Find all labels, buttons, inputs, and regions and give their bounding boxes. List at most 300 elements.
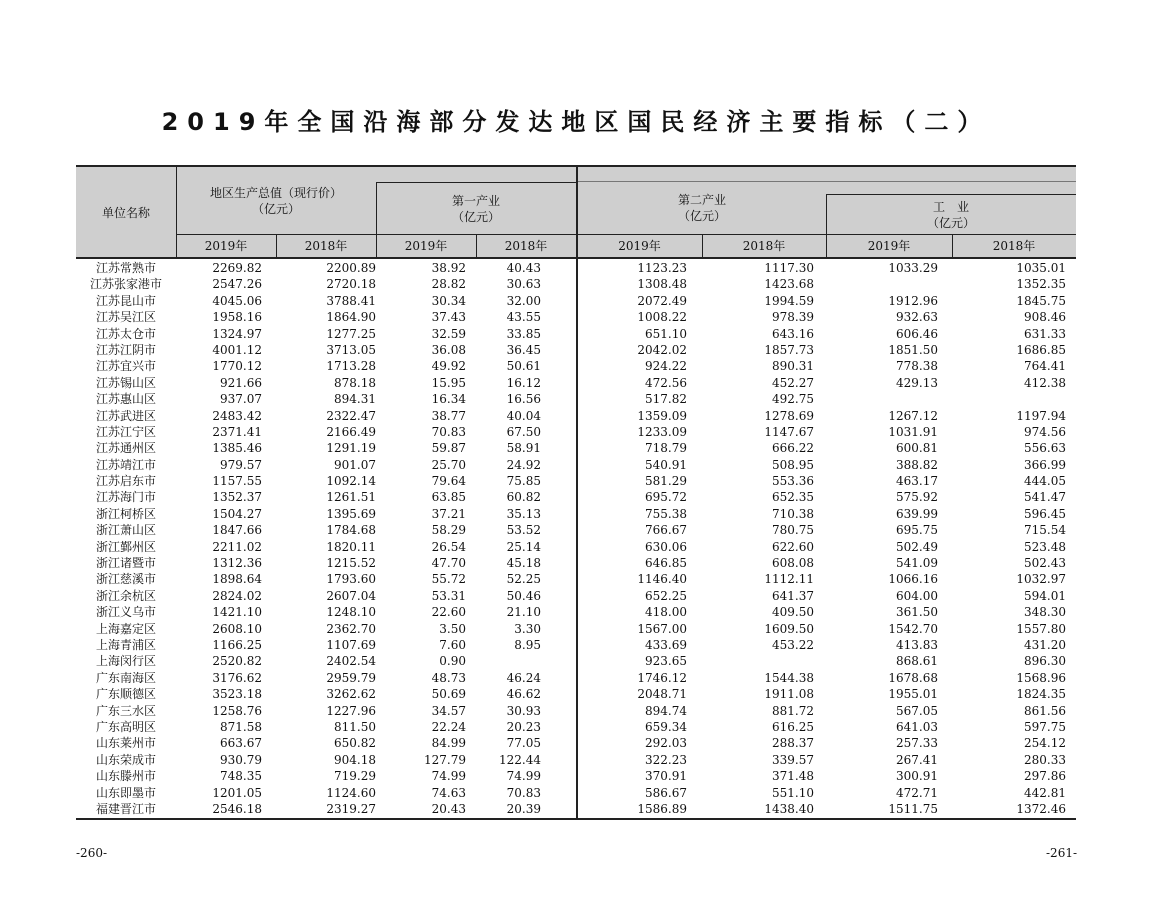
cell-industry-2019: 1912.96 xyxy=(888,293,938,308)
cell-primary-2019: 48.73 xyxy=(431,670,466,685)
cell-gdp-2018: 1784.68 xyxy=(326,523,376,538)
cell-gdp-2019: 2269.82 xyxy=(212,261,262,275)
cell-primary-2018: 77.05 xyxy=(506,736,541,751)
header-primary: 第一产业 xyxy=(451,194,500,208)
cell-gdp-2019: 930.79 xyxy=(220,752,262,767)
cell-primary-2019: 63.85 xyxy=(431,490,466,505)
cell-secondary-2018: 616.25 xyxy=(772,719,814,734)
cell-gdp-2019: 937.07 xyxy=(220,392,262,407)
table-row xyxy=(76,342,1076,358)
cell-secondary-2019: 630.06 xyxy=(645,539,687,554)
cell-secondary-2018: 409.50 xyxy=(772,605,814,620)
header-rule-industry xyxy=(826,194,1076,195)
cell-secondary-2018: 978.39 xyxy=(772,310,814,325)
year-header-gdp-2019: 2019年 xyxy=(204,239,248,253)
cell-gdp-2018: 2720.18 xyxy=(326,277,376,292)
table-body xyxy=(76,260,1076,817)
cell-secondary-2018: 780.75 xyxy=(772,523,814,538)
cell-secondary-2019: 1586.89 xyxy=(637,801,687,816)
cell-secondary-2018: 1609.50 xyxy=(764,621,814,636)
cell-primary-2019: 127.79 xyxy=(424,752,466,767)
cell-gdp-2019: 748.35 xyxy=(220,769,262,784)
header-rule-right xyxy=(577,181,1076,182)
table-row xyxy=(76,735,1076,751)
cell-gdp-2018: 1713.28 xyxy=(326,359,376,374)
cell-industry-2019: 1031.91 xyxy=(888,424,938,439)
cell-gdp-2018: 1291.19 xyxy=(326,441,376,456)
cell-primary-2018: 75.85 xyxy=(506,474,541,489)
cell-secondary-2019: 2072.49 xyxy=(637,293,687,308)
cell-industry-2018: 764.41 xyxy=(1024,359,1066,374)
cell-gdp-2018: 1227.96 xyxy=(326,703,376,718)
cell-gdp-2018: 1820.11 xyxy=(326,539,376,554)
table-row xyxy=(76,719,1076,735)
cell-secondary-2018: 288.37 xyxy=(772,736,814,751)
table-row xyxy=(76,752,1076,768)
cell-primary-2019: 25.70 xyxy=(431,457,466,472)
cell-gdp-2018: 2402.54 xyxy=(326,654,376,669)
cell-unit-name: 江苏通州区 xyxy=(95,441,156,456)
cell-industry-2018: 974.56 xyxy=(1024,424,1066,439)
cell-secondary-2018: 710.38 xyxy=(772,506,814,521)
cell-gdp-2018: 2322.47 xyxy=(326,408,376,423)
cell-secondary-2018: 1423.68 xyxy=(764,277,814,292)
cell-industry-2019: 267.41 xyxy=(896,752,938,767)
cell-primary-2019: 34.57 xyxy=(431,703,466,718)
cell-gdp-2019: 921.66 xyxy=(220,375,262,390)
cell-secondary-2019: 718.79 xyxy=(645,441,687,456)
cell-secondary-2019: 581.29 xyxy=(645,474,687,489)
cell-industry-2018: 541.47 xyxy=(1024,490,1066,505)
year-header-secondary-2018: 2018年 xyxy=(742,239,786,253)
cell-primary-2019: 22.60 xyxy=(431,605,466,620)
table-row xyxy=(76,539,1076,555)
cell-primary-2018: 35.13 xyxy=(506,506,541,521)
cell-primary-2019: 28.82 xyxy=(431,277,466,292)
year-header-gdp-2018: 2018年 xyxy=(304,239,348,253)
cell-secondary-2019: 1146.40 xyxy=(637,572,687,587)
cell-unit-name: 江苏海门市 xyxy=(95,490,156,505)
cell-primary-2018: 67.50 xyxy=(506,424,541,439)
cell-secondary-2018: 641.37 xyxy=(772,588,814,603)
cell-industry-2018: 254.12 xyxy=(1024,736,1066,751)
cell-primary-2018: 52.25 xyxy=(506,572,541,587)
cell-unit-name: 上海嘉定区 xyxy=(95,621,156,636)
cell-primary-2019: 3.50 xyxy=(439,621,466,636)
cell-unit-name: 广东三水区 xyxy=(95,703,156,718)
cell-primary-2019: 74.63 xyxy=(431,785,466,800)
header-secondary: 第二产业 xyxy=(677,193,726,207)
table-row xyxy=(76,653,1076,669)
year-header-secondary-2019: 2019年 xyxy=(618,239,661,253)
cell-unit-name: 江苏武进区 xyxy=(95,408,156,423)
cell-secondary-2019: 1359.09 xyxy=(637,408,687,423)
cell-secondary-2018: 1911.08 xyxy=(764,687,814,702)
cell-secondary-2019: 433.69 xyxy=(645,637,687,652)
cell-primary-2019: 30.34 xyxy=(431,293,466,308)
table-row xyxy=(76,621,1076,637)
year-header-primary-2019: 2019年 xyxy=(404,239,448,253)
cell-primary-2019: 0.90 xyxy=(439,654,466,669)
page-title: 2019年全国沿海部分发达地区国民经济主要指标（二） xyxy=(161,108,991,136)
cell-primary-2018: 58.91 xyxy=(506,441,541,456)
table-row xyxy=(76,358,1076,374)
cell-gdp-2018: 1277.25 xyxy=(326,326,376,341)
cell-primary-2018: 43.55 xyxy=(506,310,541,325)
cell-industry-2018: 556.63 xyxy=(1024,441,1066,456)
header-rule-primary xyxy=(376,182,576,183)
cell-industry-2019: 361.50 xyxy=(896,605,938,620)
cell-gdp-2019: 1421.10 xyxy=(212,605,262,620)
cell-industry-2019: 567.05 xyxy=(896,703,938,718)
cell-gdp-2019: 3176.62 xyxy=(212,670,262,685)
year-header-industry-2019: 2019年 xyxy=(867,239,911,253)
cell-secondary-2018: 508.95 xyxy=(772,457,814,472)
cell-primary-2019: 15.95 xyxy=(431,375,466,390)
cell-industry-2018: 861.56 xyxy=(1024,703,1066,718)
cell-secondary-2019: 1746.12 xyxy=(637,670,687,685)
cell-unit-name: 江苏吴江区 xyxy=(95,310,156,325)
cell-industry-2019: 932.63 xyxy=(896,310,938,325)
cell-primary-2018: 20.39 xyxy=(506,801,541,816)
cell-industry-2018: 366.99 xyxy=(1024,457,1066,472)
cell-industry-2019: 1955.01 xyxy=(888,687,938,702)
cell-primary-2018: 74.99 xyxy=(506,769,541,784)
table-row xyxy=(76,801,1076,817)
cell-industry-2019: 1851.50 xyxy=(888,342,938,357)
cell-secondary-2019: 1567.00 xyxy=(637,621,687,636)
cell-secondary-2018: 643.16 xyxy=(772,326,814,341)
cell-unit-name: 福建晋江市 xyxy=(95,801,156,816)
cell-unit-name: 江苏江宁区 xyxy=(95,424,156,439)
cell-gdp-2018: 3788.41 xyxy=(326,293,376,308)
cell-unit-name: 浙江萧山区 xyxy=(95,523,156,538)
cell-industry-2018: 1824.35 xyxy=(1016,687,1066,702)
table-row xyxy=(76,326,1076,342)
cell-industry-2018: 280.33 xyxy=(1024,752,1066,767)
cell-industry-2018: 1845.75 xyxy=(1016,293,1066,308)
cell-secondary-2019: 322.23 xyxy=(645,752,687,767)
cell-gdp-2019: 979.57 xyxy=(220,457,262,472)
cell-gdp-2018: 2166.49 xyxy=(326,424,376,439)
cell-secondary-2018: 608.08 xyxy=(772,556,814,571)
cell-secondary-2019: 2048.71 xyxy=(637,687,687,702)
cell-gdp-2019: 1352.37 xyxy=(212,490,262,505)
cell-unit-name: 浙江慈溪市 xyxy=(95,572,156,587)
cell-industry-2019: 1678.68 xyxy=(888,670,938,685)
cell-industry-2019: 502.49 xyxy=(896,539,938,554)
cell-gdp-2018: 811.50 xyxy=(334,719,376,734)
cell-industry-2018: 594.01 xyxy=(1024,588,1066,603)
cell-industry-2018: 715.54 xyxy=(1024,523,1066,538)
cell-secondary-2018: 452.27 xyxy=(772,375,814,390)
cell-gdp-2019: 2483.42 xyxy=(212,408,262,423)
page-number-left: -260- xyxy=(76,846,108,860)
cell-industry-2018: 908.46 xyxy=(1024,310,1066,325)
table-row xyxy=(76,555,1076,571)
cell-secondary-2019: 2042.02 xyxy=(637,342,687,357)
cell-secondary-2018: 1147.67 xyxy=(764,424,814,439)
header-secondary-unit: （亿元） xyxy=(677,209,726,223)
cell-gdp-2019: 1201.05 xyxy=(212,785,262,800)
cell-gdp-2019: 1157.55 xyxy=(212,474,262,489)
cell-gdp-2019: 2520.82 xyxy=(212,654,262,669)
cell-industry-2019: 639.99 xyxy=(896,506,938,521)
cell-primary-2018: 60.82 xyxy=(506,490,541,505)
table-row xyxy=(76,604,1076,620)
cell-industry-2018: 1032.97 xyxy=(1016,572,1066,587)
cell-gdp-2019: 1385.46 xyxy=(212,441,262,456)
year-header-industry-2018: 2018年 xyxy=(992,239,1036,253)
cell-unit-name: 江苏太仓市 xyxy=(95,326,156,341)
cell-secondary-2018: 1857.73 xyxy=(764,342,814,357)
cell-industry-2018: 297.86 xyxy=(1024,769,1066,784)
header-gdp-unit: （亿元） xyxy=(251,202,300,216)
cell-gdp-2019: 1958.16 xyxy=(212,310,262,325)
cell-secondary-2018: 652.35 xyxy=(772,490,814,505)
table-row xyxy=(76,457,1076,473)
table-row xyxy=(76,571,1076,587)
cell-primary-2019: 58.29 xyxy=(431,523,466,538)
cell-gdp-2018: 3262.62 xyxy=(326,687,376,702)
cell-industry-2018: 444.05 xyxy=(1024,474,1066,489)
cell-primary-2019: 79.64 xyxy=(431,474,466,489)
cell-secondary-2019: 292.03 xyxy=(645,736,687,751)
cell-secondary-2018: 622.60 xyxy=(772,539,814,554)
cell-gdp-2019: 1898.64 xyxy=(212,572,262,587)
cell-primary-2018: 122.44 xyxy=(499,752,541,767)
cell-gdp-2018: 650.82 xyxy=(334,736,376,751)
cell-gdp-2019: 1504.27 xyxy=(212,506,262,521)
table-row xyxy=(76,506,1076,522)
cell-gdp-2018: 2362.70 xyxy=(326,621,376,636)
page-number-right: -261- xyxy=(1046,846,1078,860)
cell-gdp-2019: 1324.97 xyxy=(212,326,262,341)
cell-primary-2018: 45.18 xyxy=(506,556,541,571)
cell-gdp-2018: 1124.60 xyxy=(326,785,376,800)
cell-gdp-2018: 1107.69 xyxy=(326,637,376,652)
cell-industry-2018: 1372.46 xyxy=(1016,801,1066,816)
cell-primary-2019: 38.77 xyxy=(431,408,466,423)
cell-secondary-2018: 1278.69 xyxy=(764,408,814,423)
cell-unit-name: 浙江余杭区 xyxy=(95,588,156,603)
cell-unit-name: 浙江诸暨市 xyxy=(95,556,156,571)
cell-industry-2018: 412.38 xyxy=(1024,375,1066,390)
cell-secondary-2019: 472.56 xyxy=(645,375,687,390)
cell-primary-2019: 7.60 xyxy=(439,637,466,652)
cell-gdp-2019: 2371.41 xyxy=(212,424,262,439)
cell-gdp-2018: 1261.51 xyxy=(326,490,376,505)
cell-primary-2019: 53.31 xyxy=(431,588,466,603)
cell-secondary-2018: 492.75 xyxy=(772,392,814,407)
header-unit-name: 单位名称 xyxy=(101,206,150,220)
cell-secondary-2019: 517.82 xyxy=(645,392,687,407)
cell-industry-2019: 600.81 xyxy=(896,441,938,456)
cell-primary-2018: 20.23 xyxy=(506,719,541,734)
cell-unit-name: 江苏启东市 xyxy=(95,474,156,489)
cell-primary-2019: 22.24 xyxy=(431,719,466,734)
cell-primary-2019: 36.08 xyxy=(431,342,466,357)
cell-industry-2019: 429.13 xyxy=(896,375,938,390)
cell-secondary-2018: 339.57 xyxy=(772,752,814,767)
cell-industry-2018: 523.48 xyxy=(1024,539,1066,554)
cell-secondary-2018: 553.36 xyxy=(772,474,814,489)
cell-primary-2018: 32.00 xyxy=(506,293,541,308)
table-row xyxy=(76,768,1076,784)
cell-primary-2019: 55.72 xyxy=(431,572,466,587)
cell-secondary-2018: 1544.38 xyxy=(764,670,814,685)
cell-primary-2019: 74.99 xyxy=(431,769,466,784)
cell-industry-2019: 695.75 xyxy=(896,523,938,538)
cell-primary-2018: 24.92 xyxy=(506,457,541,472)
cell-gdp-2019: 2547.26 xyxy=(212,277,262,292)
cell-primary-2019: 26.54 xyxy=(431,539,466,554)
cell-gdp-2019: 4001.12 xyxy=(212,342,262,357)
cell-gdp-2018: 2200.89 xyxy=(326,261,376,275)
cell-gdp-2019: 1258.76 xyxy=(212,703,262,718)
cell-secondary-2019: 1123.23 xyxy=(637,261,687,275)
cell-secondary-2018: 881.72 xyxy=(772,703,814,718)
cell-gdp-2018: 1864.90 xyxy=(326,310,376,325)
cell-secondary-2018: 371.48 xyxy=(772,769,814,784)
cell-primary-2018: 3.30 xyxy=(514,621,541,636)
cell-gdp-2019: 2824.02 xyxy=(212,588,262,603)
cell-industry-2018: 596.45 xyxy=(1024,506,1066,521)
cell-primary-2018: 16.56 xyxy=(506,392,541,407)
cell-primary-2018: 46.24 xyxy=(506,670,541,685)
cell-primary-2018: 40.43 xyxy=(506,261,541,275)
cell-industry-2018: 1557.80 xyxy=(1016,621,1066,636)
cell-industry-2018: 431.20 xyxy=(1024,637,1066,652)
cell-secondary-2019: 370.91 xyxy=(645,769,687,784)
cell-unit-name: 江苏靖江市 xyxy=(95,457,156,472)
cell-industry-2019: 575.92 xyxy=(896,490,938,505)
cell-industry-2018: 1686.85 xyxy=(1016,342,1066,357)
table-row xyxy=(76,670,1076,686)
cell-unit-name: 江苏常熟市 xyxy=(95,261,156,275)
cell-primary-2019: 84.99 xyxy=(431,736,466,751)
cell-primary-2018: 8.95 xyxy=(514,637,541,652)
cell-primary-2018: 50.46 xyxy=(506,588,541,603)
cell-secondary-2019: 894.74 xyxy=(645,703,687,718)
table-row xyxy=(76,473,1076,489)
cell-unit-name: 浙江鄞州区 xyxy=(95,539,156,554)
table-row xyxy=(76,637,1076,653)
cell-gdp-2019: 2608.10 xyxy=(212,621,262,636)
table-row xyxy=(76,588,1076,604)
table-row xyxy=(76,424,1076,440)
cell-industry-2019: 388.82 xyxy=(896,457,938,472)
cell-industry-2019: 300.91 xyxy=(896,769,938,784)
cell-industry-2018: 631.33 xyxy=(1024,326,1066,341)
cell-secondary-2018: 890.31 xyxy=(772,359,814,374)
cell-unit-name: 广东高明区 xyxy=(95,719,156,734)
header-industry-unit: （亿元） xyxy=(926,216,975,230)
cell-unit-name: 浙江义乌市 xyxy=(95,605,156,620)
cell-unit-name: 上海闵行区 xyxy=(95,654,156,669)
cell-industry-2018: 442.81 xyxy=(1024,785,1066,800)
table-row xyxy=(76,785,1076,801)
cell-industry-2019: 641.03 xyxy=(896,719,938,734)
cell-unit-name: 浙江柯桥区 xyxy=(95,506,156,521)
table-row xyxy=(76,293,1076,309)
cell-industry-2019: 778.38 xyxy=(896,359,938,374)
cell-industry-2019: 472.71 xyxy=(896,785,938,800)
cell-secondary-2019: 418.00 xyxy=(645,605,687,620)
cell-unit-name: 山东滕州市 xyxy=(95,769,156,784)
cell-secondary-2018: 551.10 xyxy=(772,785,814,800)
cell-gdp-2018: 1395.69 xyxy=(326,506,376,521)
cell-gdp-2018: 878.18 xyxy=(334,375,376,390)
cell-gdp-2018: 901.07 xyxy=(334,457,376,472)
cell-industry-2019: 606.46 xyxy=(896,326,938,341)
header-gdp: 地区生产总值（现行价） xyxy=(209,186,342,200)
cell-secondary-2019: 586.67 xyxy=(645,785,687,800)
header-primary-unit: （亿元） xyxy=(451,210,500,224)
cell-secondary-2018: 666.22 xyxy=(772,441,814,456)
cell-unit-name: 山东即墨市 xyxy=(95,785,156,800)
cell-unit-name: 广东顺德区 xyxy=(95,687,156,702)
cell-unit-name: 山东莱州市 xyxy=(95,736,156,751)
cell-secondary-2018: 1117.30 xyxy=(764,261,814,275)
cell-primary-2018: 70.83 xyxy=(506,785,541,800)
cell-industry-2018: 896.30 xyxy=(1024,654,1066,669)
cell-unit-name: 广东南海区 xyxy=(95,670,156,685)
cell-secondary-2019: 755.38 xyxy=(645,506,687,521)
cell-primary-2019: 59.87 xyxy=(431,441,466,456)
cell-gdp-2018: 2959.79 xyxy=(326,670,376,685)
cell-secondary-2019: 924.22 xyxy=(645,359,687,374)
cell-unit-name: 山东荣成市 xyxy=(95,752,156,767)
cell-secondary-2019: 695.72 xyxy=(645,490,687,505)
cell-primary-2019: 38.92 xyxy=(431,261,466,275)
cell-industry-2019: 257.33 xyxy=(896,736,938,751)
table-row xyxy=(76,260,1076,276)
cell-gdp-2018: 1248.10 xyxy=(326,605,376,620)
cell-unit-name: 江苏锡山区 xyxy=(95,375,156,390)
cell-industry-2018: 1035.01 xyxy=(1016,261,1066,275)
cell-secondary-2018: 1438.40 xyxy=(764,801,814,816)
table-row xyxy=(76,703,1076,719)
cell-primary-2019: 70.83 xyxy=(431,424,466,439)
cell-industry-2018: 597.75 xyxy=(1024,719,1066,734)
cell-secondary-2018: 453.22 xyxy=(772,637,814,652)
cell-gdp-2018: 894.31 xyxy=(334,392,376,407)
cell-gdp-2019: 663.67 xyxy=(220,736,262,751)
cell-unit-name: 江苏张家港市 xyxy=(89,277,162,292)
cell-gdp-2018: 2607.04 xyxy=(326,588,376,603)
cell-secondary-2019: 766.67 xyxy=(645,523,687,538)
cell-gdp-2019: 1166.25 xyxy=(212,637,262,652)
cell-unit-name: 江苏惠山区 xyxy=(95,392,156,407)
cell-gdp-2018: 1215.52 xyxy=(326,556,376,571)
cell-gdp-2018: 3713.05 xyxy=(326,342,376,357)
cell-secondary-2018: 1994.59 xyxy=(764,293,814,308)
cell-secondary-2019: 1308.48 xyxy=(637,277,687,292)
cell-primary-2019: 49.92 xyxy=(431,359,466,374)
cell-unit-name: 江苏宜兴市 xyxy=(95,359,156,374)
cell-secondary-2019: 1008.22 xyxy=(637,310,687,325)
table-row xyxy=(76,276,1076,292)
cell-gdp-2019: 871.58 xyxy=(220,719,262,734)
cell-gdp-2018: 904.18 xyxy=(334,752,376,767)
cell-primary-2018: 25.14 xyxy=(506,539,541,554)
table-row xyxy=(76,408,1076,424)
cell-secondary-2019: 651.10 xyxy=(645,326,687,341)
cell-primary-2019: 47.70 xyxy=(431,556,466,571)
cell-industry-2019: 413.83 xyxy=(896,637,938,652)
cell-primary-2018: 36.45 xyxy=(506,342,541,357)
